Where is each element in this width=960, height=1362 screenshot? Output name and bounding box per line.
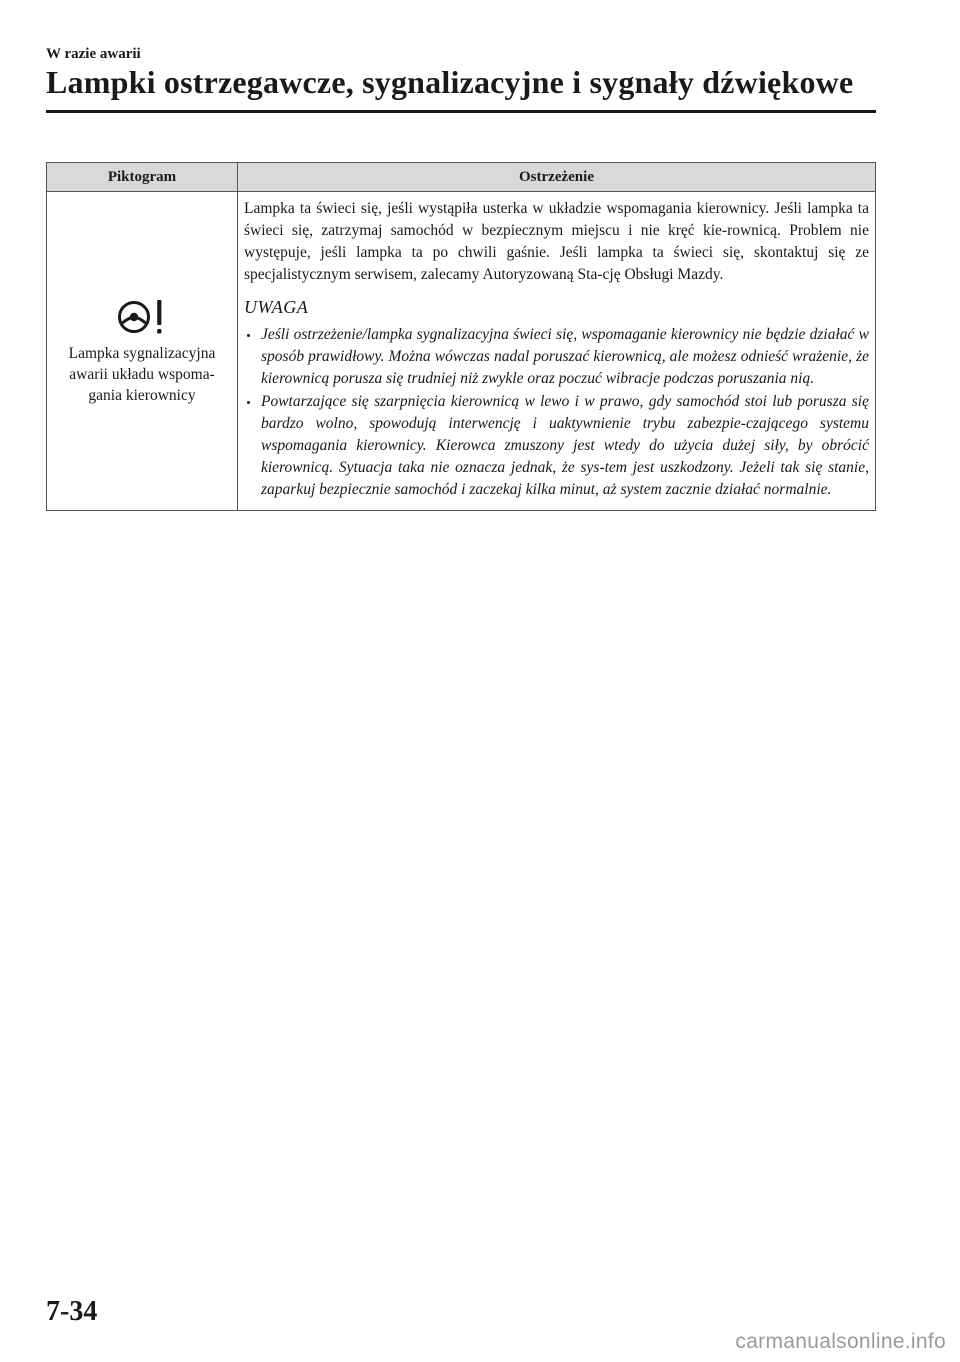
pictogram-cell: [47, 192, 238, 511]
note-heading: UWAGA: [244, 297, 309, 317]
pictogram-caption: Lampka sygnalizacyjna awarii układu wspoma-gania kierownicy: [68, 344, 216, 404]
note-list: [244, 324, 869, 501]
steering-wheel-warning-icon: [116, 297, 168, 337]
list-item: Powtarzające się szarpnięcia kierownicą w lewo i w prawo, gdy samochód stoi lub porusza się bardzo wolno, spowodują interwencję i uaktywnienie trybu zabezpie-czającego systemu wspomagania kierownicy. Kierowca zmuszony jest wtedy do użycia dużej siły, by obrócić kierownicą. Sytuacja taka nie oznacza jednak, że sys-tem jest uszkodzony. Jeżeli tak się stanie, zaparkuj bezpiecznie samochód i zaczekaj kilka minut, aż system zacznie działać normalnie.: [244, 391, 869, 501]
warning-cell: [238, 192, 876, 511]
page-title: Lampki ostrzegawcze, sygnalizacyjne i sygnały dźwiękowe: [46, 64, 854, 100]
list-item: Jeśli ostrzeżenie/lampka sygnalizacyjna świeci się, wspomaganie kierownicy nie będzie działać w sposób prawidłowy. Można wówczas nadal poruszać kierownicą, ale możesz odnieść wrażenie, że kierownicą porusza się trudniej niż zwykle oraz poczuć wibracje podczas poruszania nią.: [244, 324, 869, 390]
section-label: W razie awarii: [46, 46, 141, 62]
title-rule: [46, 110, 876, 113]
table-row: [47, 192, 876, 511]
warning-paragraph: Lampka ta świeci się, jeśli wystąpiła usterka w układzie wspomagania kierownicy. Jeśli lampka ta świeci się, zatrzymaj samochód w bezpiecznym miejscu i nie kręć kie-rownicą. Problem nie występuje, jeśli lampka ta po chwili gaśnie. Jeśli lampka ta świeci się, skontaktuj się ze specjalistycznym serwisem, zalecamy Autoryzowaną Sta-cję Obsługi Mazdy.: [244, 200, 869, 283]
column-header-warning: Ostrzeżenie: [238, 163, 876, 192]
watermark: carmanualsonline.info: [735, 1330, 946, 1353]
warning-lights-table: [46, 162, 876, 511]
table-header-row: [47, 163, 876, 192]
page-number: 7-34: [46, 1296, 98, 1327]
column-header-pictogram: Piktogram: [47, 163, 238, 192]
